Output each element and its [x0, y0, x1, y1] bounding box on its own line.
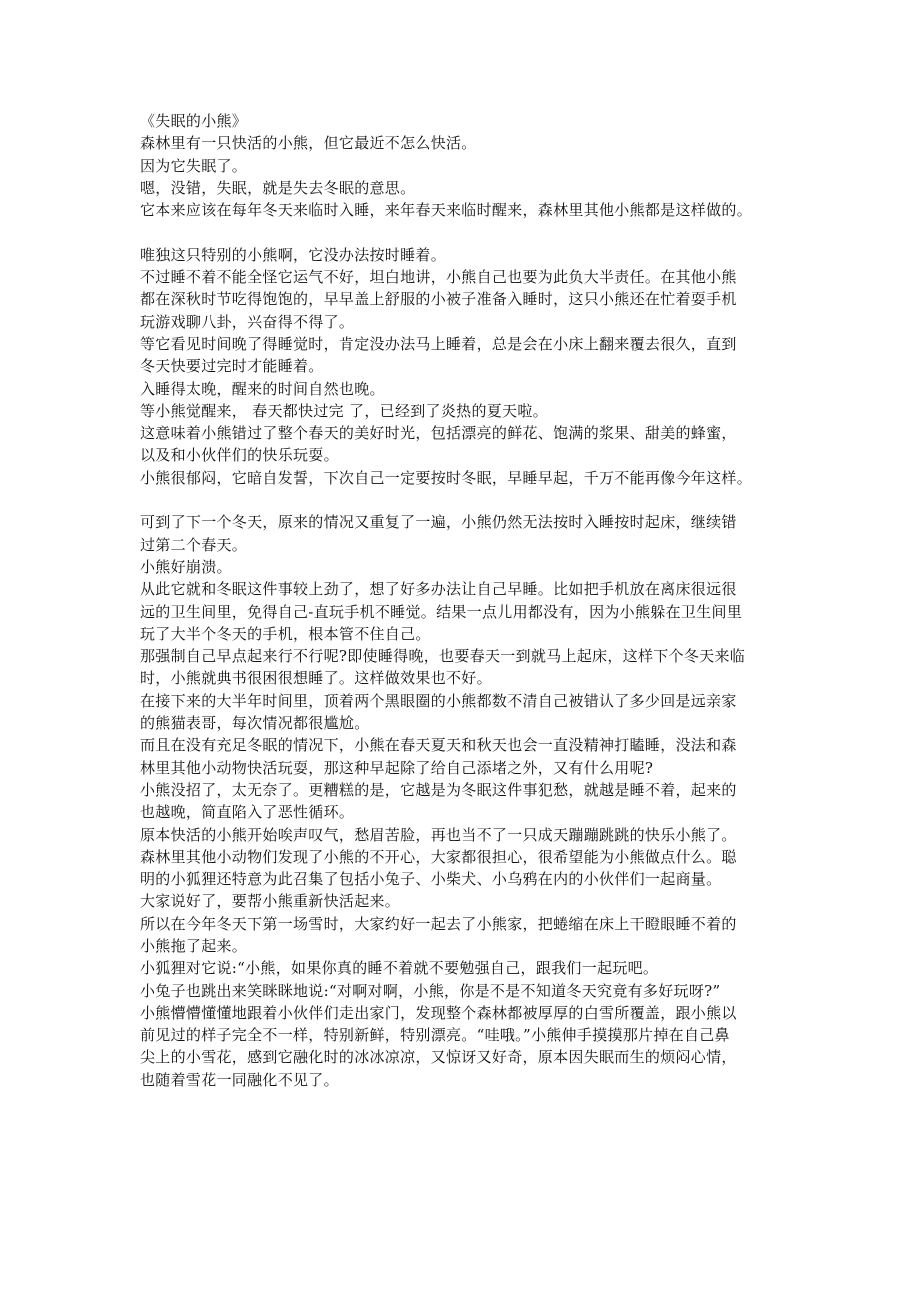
text-line: 林里其他小动物快活玩耍，那这种早起除了给自己添堵之外，又有什么用呢? — [140, 758, 654, 777]
text-line: 小熊拖了起来。 — [140, 936, 248, 955]
text-line: 不过睡不着不能全怪它运气不好，坦白地讲，小熊自己也要为此负大半责任。在其他小熊 — [140, 268, 737, 287]
text-line: 也越晚，简直陷入了恶性循环。 — [140, 803, 355, 822]
text-line: 唯独这只特别的小熊啊，它没办法按时睡着。 — [140, 245, 447, 264]
text-line: 因为它失眠了。 — [140, 156, 248, 175]
text-line: 小狐狸对它说:“小熊，如果你真的睡不着就不要勉强自己，跟我们一起玩吧。 — [140, 959, 659, 978]
text-line: 而且在没有充足冬眠的情况下，小熊在春天夏天和秋天也会一直没精神打瞌睡，没法和森 — [140, 736, 737, 755]
text-line: 森林里其他小动物们发现了小熊的不开心，大家都很担心，很希望能为小熊做点什么。聪 — [140, 847, 737, 866]
text-line: 都在深秋时节吃得饱饱的，早早盖上舒服的小被子准备入睡时，这只小熊还在忙着耍手机 — [140, 290, 737, 309]
text-line: 小熊很郁闷，它暗自发誓，下次自己一定要按时冬眠，早睡早起，千万不能再像今年这样。 — [140, 468, 753, 487]
paragraph-gap — [140, 489, 800, 511]
text-line: 玩了大半个冬天的手机，根本管不住自己。 — [140, 624, 431, 643]
text-line: 从此它就和冬眠这件事较上劲了，想了好多办法让自己早睡。比如把手机放在离床很远很 — [140, 580, 737, 599]
text-line: 小兔子也跳出来笑眯眯地说:“对啊对啊，小熊，你是不是不知道冬天究竟有多好玩呀?” — [140, 981, 721, 1000]
text-line: 等它看见时间晚了得睡觉时，肯定没办法马上睡着，总是会在小床上翻来覆去很久，直到 — [140, 334, 737, 353]
text-line: 以及和小伙伴们的快乐玩耍。 — [140, 446, 339, 465]
text-line: 所以在今年冬天下第一场雪时，大家约好一起去了小熊家，把蜷缩在床上干瞪眼睡不着的 — [140, 914, 737, 933]
text-line: 大家说好了，要帮小熊重新快活起来。 — [140, 892, 401, 911]
text-line: 远的卫生间里，免得自己-直玩手机不睡觉。结果一点儿用都没有，因为小熊躲在卫生间里 — [140, 602, 743, 621]
text-line: 那强制自己早点起来行不行呢?即使睡得晚，也要春天一到就马上起床，这样下个冬天来临 — [140, 647, 746, 666]
text-line: 小熊没招了，太无奈了。更糟糕的是，它越是为冬眠这件事犯愁，就越是睡不着，起来的 — [140, 780, 737, 799]
text-line: 入睡得太晚，醒来的时间自然也晚。 — [140, 379, 385, 398]
text-line: 原本快活的小熊开始唉声叹气，愁眉苦脸，再也当不了一只成天蹦蹦跳跳的快乐小熊了。 — [140, 825, 737, 844]
text-line: 时，小熊就典书很困很想睡了。这样做效果也不好。 — [140, 669, 492, 688]
text-line: 明的小狐狸还特意为此召集了包括小兔子、小柴犬、小乌鸦在内的小伙伴们一起商量。 — [140, 870, 722, 889]
text-line: 小熊懵懵懂懂地跟着小伙伴们走出家门，发现整个森林都被厚厚的白雪所覆盖，跟小熊以 — [140, 1003, 737, 1022]
paragraph-gap — [140, 221, 800, 243]
text-line: 可到了下一个冬天，原来的情况又重复了一遍，小熊仍然无法按时入睡按时起床，继续错 — [140, 513, 737, 532]
text-line: 冬天快要过完时才能睡着。 — [140, 357, 324, 376]
text-line: 尖上的小雪花，感到它融化时的冰冰凉凉，又惊讶又好奇，原本因失眠而生的烦闷心情， — [140, 1048, 737, 1067]
text-line: 嗯，没错，失眠，就是失去冬眠的意思。 — [140, 178, 416, 197]
text-line: 它本来应该在每年冬天来临时入睡，来年春天来临时醒来，森林里其他小熊都是这样做的。 — [140, 201, 753, 220]
text-line: 过第二个春天。 — [140, 535, 248, 554]
text-line: 也随着雪花一同融化不见了。 — [140, 1070, 339, 1089]
story-title: 《失眠的小熊》 — [140, 112, 248, 130]
document-body — [140, 110, 800, 1091]
text-line: 小熊好崩溃。 — [140, 557, 232, 576]
story-text — [140, 132, 800, 1091]
text-line: 玩游戏聊八卦，兴奋得不得了。 — [140, 312, 355, 331]
text-line: 的熊猫表哥，每次情况都很尴尬。 — [140, 714, 370, 733]
text-line: 在接下来的大半年时间里，顶着两个黑眼圈的小熊都数不清自己被错认了多少回是远亲家 — [140, 691, 737, 710]
text-line: 等小熊觉醒来， 春天都快过完 了，已经到了炎热的夏天啦。 — [140, 401, 548, 420]
text-line: 这意味着小熊错过了整个春天的美好时光，包括漂亮的鲜花、饱满的浆果、甜美的蜂蜜， — [140, 424, 737, 443]
text-line: 森林里有一只快活的小熊，但它最近不怎么快活。 — [140, 134, 477, 153]
text-line: 前见过的样子完全不一样，特别新鲜，特别漂亮。“哇哦。”小熊伸手摸摸那片掉在自己鼻 — [140, 1026, 730, 1045]
